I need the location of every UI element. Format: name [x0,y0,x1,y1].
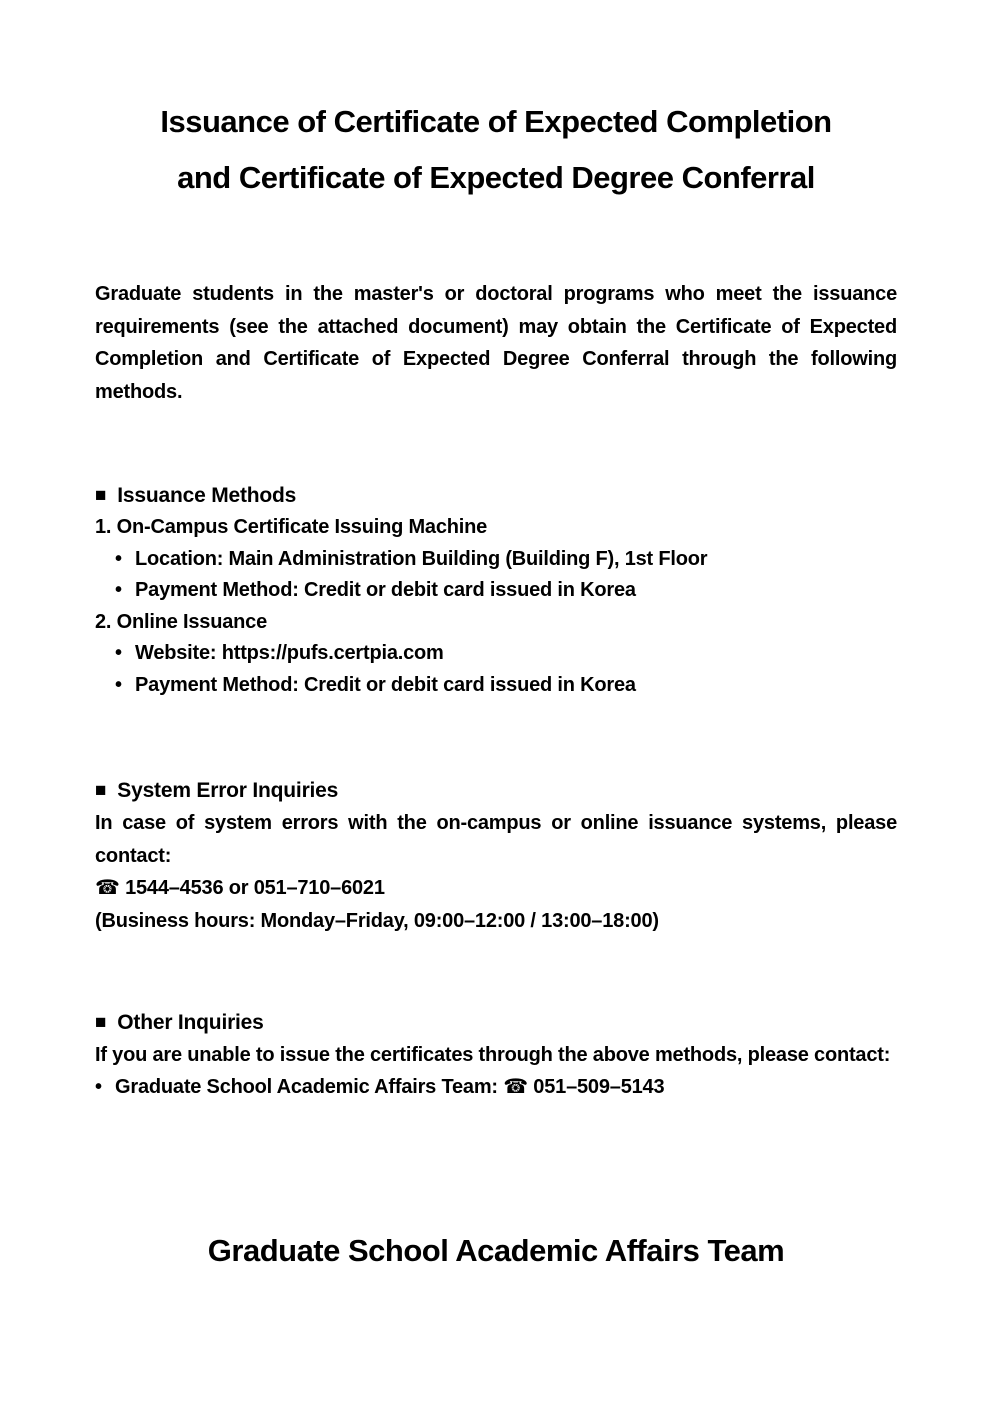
system-error-body: In case of system errors with the on-campus or online issuance systems, please contact: [95,812,897,867]
list-item-payment-method-1 [95,575,897,607]
list-item-website [95,638,897,670]
issuance-methods-heading [95,480,897,512]
other-inquiries-heading-label: Other Inquiries [117,1011,264,1034]
title-line-2: and Certificate of Expected Degree Conferral [177,160,815,195]
payment-method-text-1: Payment Method: Credit or debit card issued in Korea [135,579,636,601]
system-error-heading-label: System Error Inquiries [117,779,339,802]
website-line [135,638,444,670]
dot-bullet-icon: • [95,1075,102,1098]
business-hours-line: (Business hours: Monday–Friday, 09:00–12:00 / 13:00–18:00) [95,909,659,932]
square-bullet-icon: ■ [95,780,107,801]
list-item-on-campus-machine: 1. On-Campus Certificate Issuing Machine [95,516,488,538]
list-item-online-issuance: 2. Online Issuance [95,610,268,633]
dot-bullet-icon: • [115,642,122,664]
academic-affairs-contact-text: Graduate School Academic Affairs Team: ☎ 051–509–5143 [115,1075,665,1098]
website-label: Website: [135,642,222,664]
title-line-1: Issuance of Certificate of Expected Completion [160,104,832,139]
other-inquiries-heading [95,1007,897,1039]
system-error-heading [95,775,897,807]
website-link[interactable]: https://pufs.certpia.com [221,642,444,664]
square-bullet-icon: ■ [95,485,107,506]
list-item-payment-method-2 [95,670,897,702]
intro-paragraph: Graduate students in the master's or doctoral programs who meet the issuance requirements (see the attached document) may obtain the Certificate of Expected Completion and Certificate of Expected Degree Conferral through the following methods. [95,283,897,403]
payment-method-text-2: Payment Method: Credit or debit card issued in Korea [135,673,636,696]
location-text: Location: Main Administration Building (Building F), 1st Floor [135,547,708,570]
issuance-methods-heading-label: Issuance Methods [117,484,297,507]
system-error-phone-line: ☎ 1544–4536 or 051–710–6021 [95,877,385,899]
dot-bullet-icon: • [115,547,122,570]
section-system-error-inquiries [95,775,897,937]
square-bullet-icon: ■ [95,1012,107,1033]
dot-bullet-icon: • [115,579,122,601]
dot-bullet-icon: • [115,673,122,696]
section-issuance-methods [95,480,897,701]
list-item-academic-affairs-contact [95,1072,897,1104]
document-title [95,0,897,206]
other-inquiries-body: If you are unable to issue the certificates through the above methods, please contact: [95,1044,891,1066]
section-other-inquiries [95,1007,897,1103]
footer-department-title: Graduate School Academic Affairs Team [207,1233,785,1268]
list-item-location [95,544,897,576]
